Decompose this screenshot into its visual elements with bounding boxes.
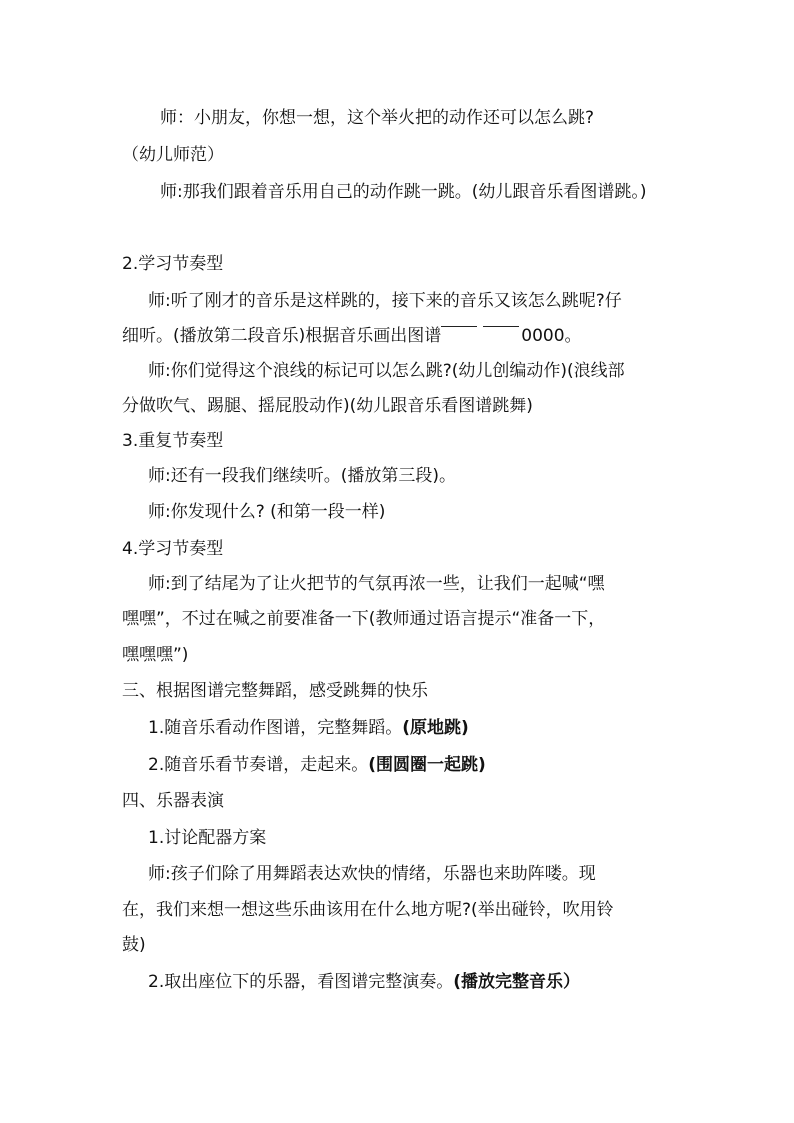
rhythm-score [441,324,581,348]
step-dance-chart-note: (原地跳) [402,718,469,738]
section-heading-4: 4.学习节奏型 [122,539,224,559]
paragraph-ending-line1: 师:到了结尾为了让火把节的气氛再浓一些，让我们一起喊“嘿 [148,574,605,594]
score-dash-line [483,326,519,327]
score-dash-line [441,326,477,327]
section-heading-3: 3.重复节奏型 [122,431,224,451]
paragraph-listen-line2 [122,324,582,348]
section-heading-2: 2.学习节奏型 [122,254,224,274]
step-rhythm-walk-text: 2.随音乐看节奏谱，走起来。 [148,755,369,775]
paragraph-ending-line3: 嘿嘿嘿”) [122,645,189,665]
paragraph-instruments-line1: 师:孩子们除了用舞蹈表达欢快的情绪，乐器也来助阵喽。现 [148,864,596,884]
section-heading-four: 四、乐器表演 [122,791,224,811]
step-discuss-instruments: 1.讨论配器方案 [148,828,267,848]
paragraph-wave-line2: 分做吹气、踢腿、摇屁股动作)(幼儿跟音乐看图谱跳舞) [122,396,533,416]
paragraph-teacher-dance: 师:那我们跟着音乐用自己的动作跳一跳。(幼儿跟音乐看图谱跳。) [160,182,647,202]
step-perform [148,970,580,994]
paragraph-ending-line2: 嘿嘿”，不过在喊之前要准备一下(教师通过语言提示“准备一下， [122,609,606,629]
step-dance-chart-text: 1.随音乐看动作图谱，完整舞蹈。 [148,718,403,738]
paragraph-listen-line1: 师:听了刚才的音乐是这样跳的，接下来的音乐又该怎么跳呢?仔 [148,291,622,311]
score-notes: 0000。 [521,326,582,346]
step-rhythm-walk-note: (围圆圈一起跳) [368,755,486,775]
step-dance-chart [148,716,469,740]
paragraph-discover: 师:你发现什么? (和第一段一样) [148,502,386,522]
paragraph-teacher-question: 师：小朋友，你想一想，这个举火把的动作还可以怎么跳? [160,108,595,128]
paragraph-instruments-line2: 在，我们来想一想这些乐曲该用在什么地方呢?(举出碰铃，吹用铃 [122,900,614,920]
paragraph-source-note: （幼儿师范） [122,145,224,165]
paragraph-listen-text: 细听。(播放第二段音乐)根据音乐画出图谱 [122,326,442,346]
step-rhythm-walk [148,753,486,777]
section-heading-three: 三、根据图谱完整舞蹈，感受跳舞的快乐 [122,681,428,701]
step-perform-text: 2.取出座位下的乐器，看图谱完整演奏。 [148,972,454,992]
step-perform-note: (播放完整音乐） [453,972,581,992]
paragraph-instruments-line3: 鼓) [122,935,146,955]
paragraph-wave-line1: 师:你们觉得这个浪线的标记可以怎么跳?(幼儿创编动作)(浪线部 [148,361,625,381]
paragraph-third-part: 师:还有一段我们继续听。(播放第三段)。 [148,466,456,486]
